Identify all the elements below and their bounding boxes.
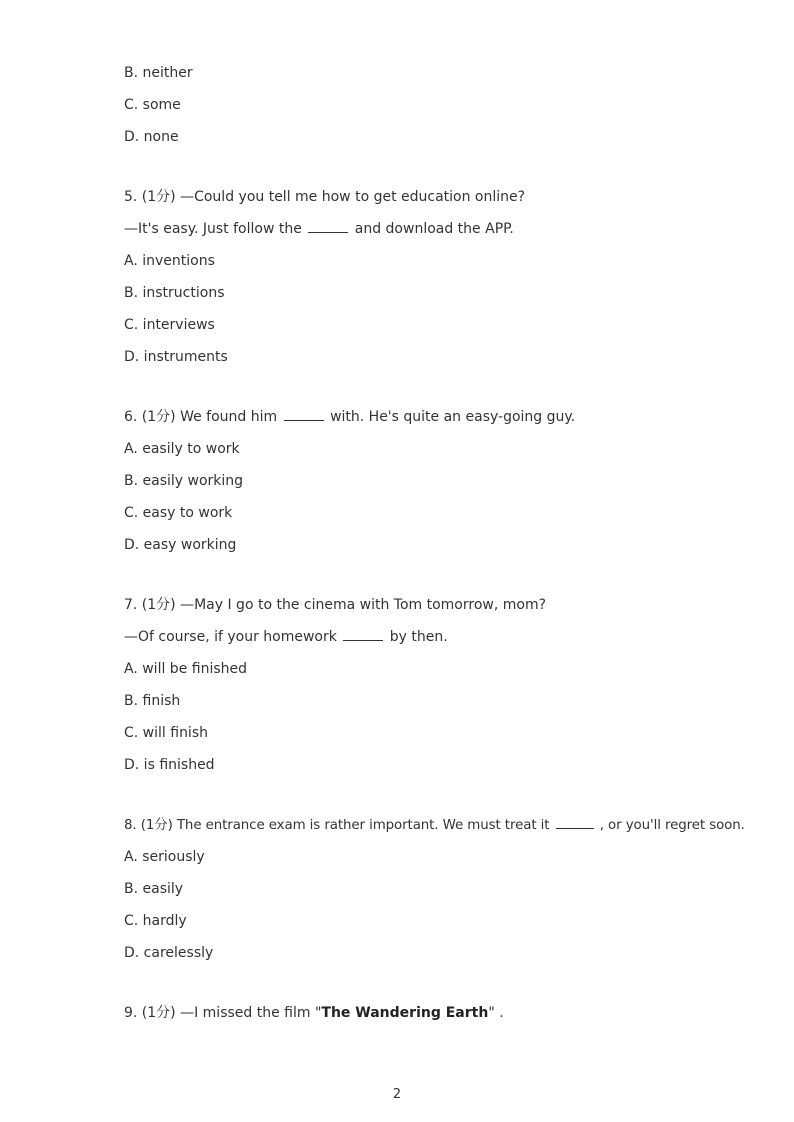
q8-option-a: A. seriously xyxy=(124,849,205,865)
q8-stem xyxy=(124,816,745,835)
q6-stem xyxy=(124,408,575,426)
q6-stem-after: with. He's quite an easy-going guy. xyxy=(330,409,576,425)
q5-option-a: A. inventions xyxy=(124,253,215,269)
q7-option-a: A. will be finished xyxy=(124,661,247,677)
q7-line2 xyxy=(124,628,448,646)
q6-option-d: D. easy working xyxy=(124,537,237,553)
q4-option-c: C. some xyxy=(124,97,181,113)
q6-option-c: C. easy to work xyxy=(124,505,233,521)
answer-blank xyxy=(284,408,324,421)
q5-option-d: D. instruments xyxy=(124,349,228,365)
q4-option-d: D. none xyxy=(124,129,179,145)
q7-stem: 7. (1分) —May I go to the cinema with Tom tomorrow, mom? xyxy=(124,597,547,613)
q9-stem xyxy=(124,1004,504,1022)
q4-option-b: B. neither xyxy=(124,65,193,81)
q5-stem: 5. (1分) —Could you tell me how to get education online? xyxy=(124,189,526,205)
q8-option-c: C. hardly xyxy=(124,913,187,929)
q9-stem-before: 9. (1分) —I missed the film " xyxy=(124,1005,322,1021)
q7-line2-after: by then. xyxy=(389,629,448,645)
page-number: 2 xyxy=(392,1087,402,1102)
q7-option-b: B. finish xyxy=(124,693,181,709)
q8-stem-after: , or you'll regret soon. xyxy=(599,818,745,833)
q8-option-d: D. carelessly xyxy=(124,945,214,961)
q7-option-c: C. will finish xyxy=(124,725,208,741)
q6-stem-before: 6. (1分) We found him xyxy=(124,409,278,425)
q6-option-a: A. easily to work xyxy=(124,441,240,457)
answer-blank xyxy=(343,628,383,641)
answer-blank xyxy=(556,816,594,829)
q7-option-d: D. is finished xyxy=(124,757,215,773)
q5-line2-before: —It's easy. Just follow the xyxy=(124,221,302,237)
q9-stem-after: " . xyxy=(488,1005,504,1021)
film-title: The Wandering Earth xyxy=(321,1005,489,1021)
q8-stem-before: 8. (1分) The entrance exam is rather important. We must treat it xyxy=(124,818,550,833)
q8-option-b: B. easily xyxy=(124,881,184,897)
q5-option-c: C. interviews xyxy=(124,317,215,333)
q6-option-b: B. easily working xyxy=(124,473,244,489)
q7-line2-before: —Of course, if your homework xyxy=(124,629,337,645)
answer-blank xyxy=(308,220,348,233)
q5-option-b: B. instructions xyxy=(124,285,225,301)
q5-line2 xyxy=(124,220,514,238)
q5-line2-after: and download the APP. xyxy=(354,221,514,237)
